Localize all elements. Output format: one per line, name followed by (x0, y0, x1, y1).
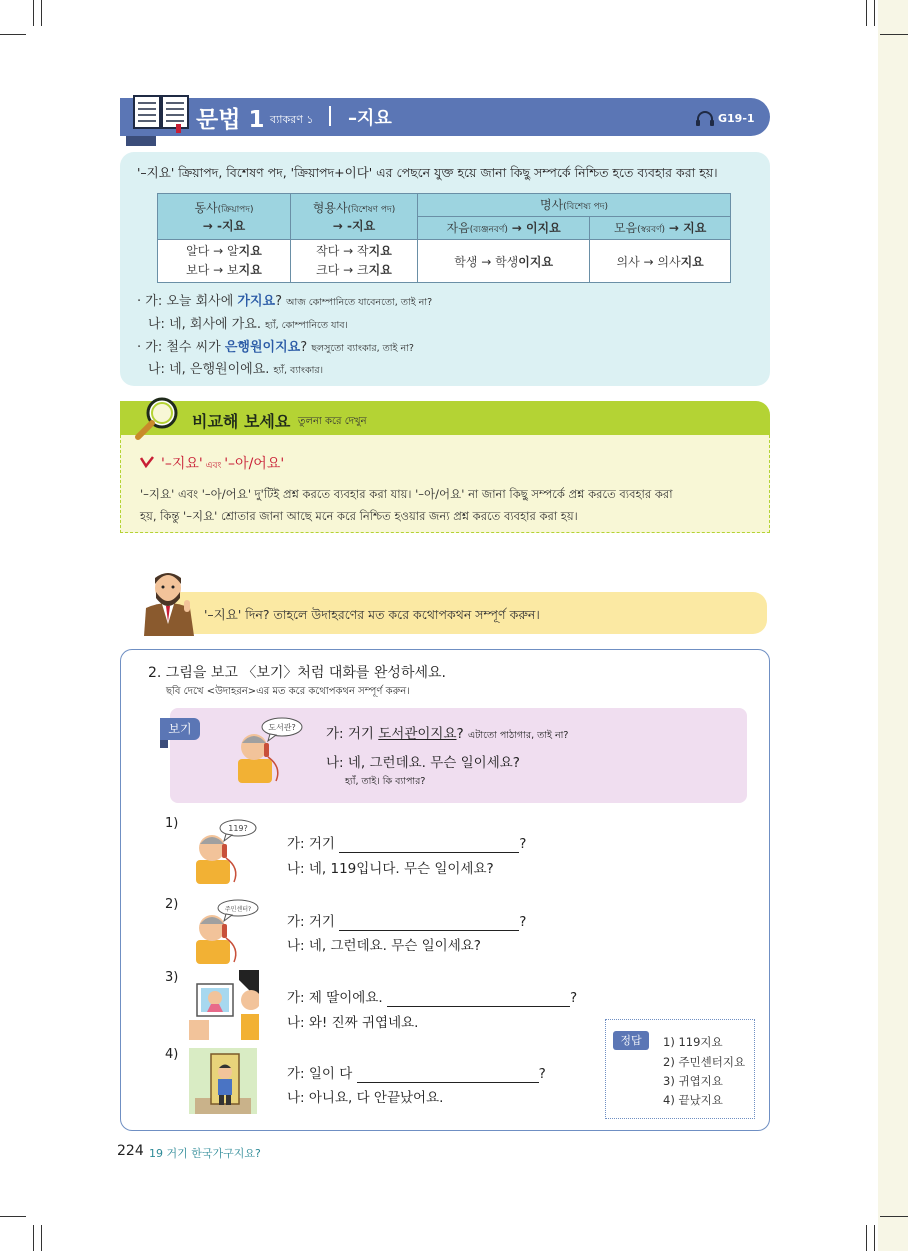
answer-key-item: 1) 119지요 (663, 1035, 723, 1049)
page-edge-strip (878, 0, 908, 1251)
item-line-a: 가: 거기 ? (287, 914, 527, 930)
man-on-phone-illustration (192, 818, 262, 884)
answer-key-label: 정답 (613, 1031, 649, 1050)
example-line: 나: 네, 회사에 가요. হ্যাঁ, কোম্পানিতে যাব। (148, 317, 348, 332)
answer-key-item: 4) 끝났지요 (663, 1093, 723, 1107)
example-tag-tail (160, 740, 168, 748)
audio-track-code[interactable]: G19-1 (718, 112, 755, 125)
table-head-vowel: 모음(স্বরবর্ণ) → 지요 (590, 217, 731, 240)
table-cell-consonant-example: 학생 → 학생이지요 (418, 240, 590, 283)
man-on-phone-illustration (234, 717, 304, 783)
crop-mark (880, 1216, 908, 1217)
speech-bubble-text: 119? (228, 824, 248, 833)
compare-title: 비교해 보세요 (192, 412, 291, 431)
crop-mark (874, 0, 875, 26)
exercise-question: 2. 그림을 보고 〈보기〉처럼 대화를 완성하세요. (148, 665, 446, 681)
crop-mark (41, 1225, 42, 1251)
crop-mark (33, 0, 34, 26)
grammar-intro: '–지요' ক্রিয়াপদ, বিশেষণ পদ, 'ক্রিয়াপদ+이다' এর পেছনে যুক্ত হয়ে জানা কিছু সম্পর্কে নিশ্চিত হতে ব্যবহার করা হয়। (137, 165, 718, 180)
item-line-b: 나: 네, 그런데요. 무슨 일이세요? (287, 938, 481, 954)
table-head-adjective: 형용사(বিশেষণ পদ) → -지요 (291, 194, 418, 240)
crop-mark (866, 0, 867, 26)
crop-mark (0, 1216, 26, 1217)
table-head-consonant: 자음(ব্যঞ্জনবর্ণ) → 이지요 (418, 217, 590, 240)
answer-blank[interactable] (339, 836, 519, 853)
photo-of-daughter-illustration (189, 970, 259, 1040)
answer-blank[interactable] (387, 990, 570, 1007)
man-on-phone-illustration (192, 898, 262, 964)
headphones-icon[interactable] (695, 110, 715, 126)
crop-mark (874, 1225, 875, 1251)
crop-mark (866, 1225, 867, 1251)
example-line: · 가: 철수 씨가 은행원이지요? ছলসুতো ব্যাংকার, তাই না? (137, 340, 414, 355)
item-number: 2) (165, 897, 179, 912)
teacher-illustration (138, 564, 198, 636)
answer-key-item: 2) 주민센터지요 (663, 1055, 746, 1069)
table-cell-adjective-examples: 작다 → 작지요 크다 → 크지요 (291, 240, 418, 283)
grammar-pattern: –지요 (348, 108, 392, 129)
speech-bubble-text: 도서관? (268, 723, 296, 732)
item-line-b: 나: 네, 119입니다. 무슨 일이세요? (287, 861, 494, 877)
prompt-text: '–지요' দিন? তাহলে উদাহরণের মত করে কথোপকথন সম্পূর্ণ করুন। (204, 607, 540, 622)
book-icon (132, 92, 190, 134)
grammar-subtitle-bn: ব্যাকরণ ১ (270, 113, 314, 126)
table-cell-vowel-example: 의사 → 의사지요 (590, 240, 731, 283)
table-cell-verb-examples: 알다 → 알지요 보다 → 보지요 (158, 240, 291, 283)
item-number: 1) (165, 816, 179, 831)
compare-text: হয়, কিন্তু '–지요' শ্রোতার জানা আছে মনে করে নিশ্চিত হওয়ার জন্য প্রশ্ন করতে ব্যবহার করা হয়। (140, 509, 578, 523)
compare-text: '–지요' এবং '–아/어요' দু'টিই প্রশ্ন করতে ব্যবহার করা যায়। '–아/어요' না জানা কিছু সম্পর্কে প্রশ্ন করতে ব্যবহার করা (140, 487, 673, 501)
example-line: 나: 네, 은행원이에요. হ্যাঁ, ব্যাংকার। (148, 362, 323, 377)
table-head-noun: 명사(বিশেষ্য পদ) (418, 194, 731, 217)
exercise-question-bn: ছবি দেখে <উদাহরন>এর মত করে কথোপকথন সম্পূর্ণ করুন। (166, 686, 410, 697)
answer-key-item: 3) 귀엽지요 (663, 1074, 723, 1088)
crop-mark (880, 34, 908, 35)
example-line-a: 가: 거기 도서관이지요? এটাতো পাঠাগার, তাই না? (326, 726, 569, 742)
man-leaving-office-illustration (189, 1048, 257, 1114)
magnifier-icon (132, 395, 182, 441)
answer-blank[interactable] (357, 1066, 539, 1083)
item-line-a: 가: 거기 ? (287, 836, 527, 852)
header-divider (329, 106, 331, 126)
item-number: 3) (165, 970, 179, 985)
header-shadow (126, 136, 156, 146)
item-line-a: 가: 일이 다 ? (287, 1066, 546, 1082)
answer-blank[interactable] (339, 914, 519, 931)
crop-mark (41, 0, 42, 26)
item-line-b: 나: 아니요, 다 안끝났어요. (287, 1090, 444, 1106)
page-number: 224 (117, 1143, 144, 1159)
conjugation-table (157, 193, 731, 283)
table-head-verb: 동사(ক্রিয়াপদ) → -지요 (158, 194, 291, 240)
crop-mark (0, 34, 26, 35)
compare-subtitle: '–지요' এবং '–아/어요' (161, 456, 285, 472)
item-line-a: 가: 제 딸이에요. ? (287, 990, 578, 1006)
example-line-b: 나: 네, 그런데요. 무슨 일이세요? (326, 755, 520, 771)
example-tag: 보기 (160, 718, 200, 740)
item-number: 4) (165, 1047, 179, 1062)
crop-mark (33, 1225, 34, 1251)
item-line-b: 나: 와! 진짜 귀엽네요. (287, 1015, 419, 1031)
example-line-b-bn: হ্যাঁ, তাই। কি ব্যাপার? (345, 776, 426, 787)
example-line: · 가: 오늘 회사에 가지요? আজ কোম্পানিতে যাবেনতো, তাই না? (137, 294, 433, 309)
compare-title-bn: তুলনা করে দেখুন (298, 416, 367, 427)
speech-bubble-text: 주민센터? (224, 906, 252, 913)
chapter-title: 19 거기 한국가구지요? (149, 1147, 261, 1160)
checkmark-icon (140, 456, 154, 468)
grammar-title: 문법 1 (196, 107, 265, 133)
